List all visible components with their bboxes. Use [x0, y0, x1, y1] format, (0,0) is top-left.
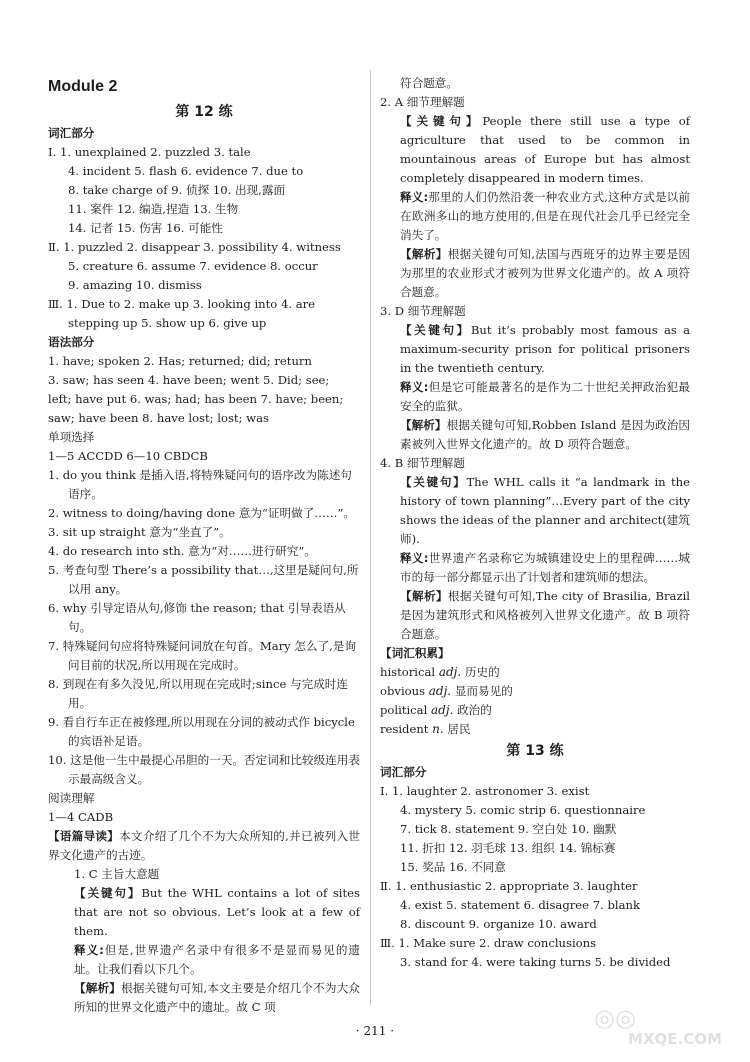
grammar-heading: 语法部分	[48, 335, 95, 349]
trans-tag: 释义:	[400, 190, 429, 204]
passage-guide	[48, 827, 360, 865]
choice-note: 2. witness to doing/having done 意为“证明做了……”。	[48, 506, 356, 520]
analysis-text: 根据关键句可知,本文主要是介绍几个不为大众所知的世界文化遗产中的遗址。故 C 项	[74, 981, 360, 1014]
grammar-line: saw; have been 8. have lost; lost; was	[48, 411, 269, 425]
vocab-word: obvious	[380, 684, 426, 698]
q3-heading: 3. D 细节理解题	[380, 304, 466, 318]
vocab-line: 4. exist 5. statement 6. disagree 7. blank	[400, 898, 640, 912]
choice-note: 3. sit up straight 意为“坐直了”。	[48, 525, 231, 539]
vocab-line: 9. amazing 10. dismiss	[68, 278, 202, 292]
q4-key-sentence	[380, 473, 690, 549]
reading-answers: 1—4 CADB	[48, 810, 114, 824]
trans-text: 但是它可能最著名的是作为二十世纪关押政治犯最安全的监狱。	[400, 380, 690, 413]
key-text: The WHL calls it “a landmark in the history of town planning”…Every part of the city shows the ideas of the planner and architect(建筑师).	[400, 475, 690, 546]
key-tag: 【关键句】	[400, 475, 467, 489]
choice-note: 9. 看自行车正在被修理,所以用现在分词的被动式作 bicycle 的宾语补足语。	[48, 715, 355, 748]
vocab-line: Ⅲ. 1. Due to 2. make up 3. looking into 4. are	[48, 297, 316, 311]
choice-note: 1. do you think 是插入语,将特殊疑问句的语序改为陈述句语序。	[48, 468, 352, 501]
q2-translation	[380, 188, 690, 245]
key-text: But the WHL contains a lot of sites that are not so obvious. Let’s look at a few of them.	[74, 886, 360, 938]
guide-text: 本文介绍了几个不为大众所知的,并已被列入世界文化遗产的古迹。	[48, 829, 360, 862]
analysis-tag: 【解析】	[400, 418, 447, 432]
vocab-entry	[380, 701, 690, 720]
vocab-line: 5. creature 6. assume 7. evidence 8. occur	[68, 259, 318, 273]
single-choice-answers: 1—5 ACCDD 6—10 CBDCB	[48, 449, 208, 463]
q2-analysis	[380, 245, 690, 302]
trans-text: 但是,世界遗产名录中有很多不是显而易见的遗址。让我们看以下几个。	[74, 943, 361, 976]
vocab-line: 8. discount 9. organize 10. award	[400, 917, 597, 931]
trans-tag: 释义:	[400, 551, 429, 565]
vocab-line: 7. tick 8. statement 9. 空白处 10. 幽默	[400, 822, 617, 836]
vocab-line: 15. 奖品 16. 不同意	[400, 860, 506, 874]
vocab-meaning: 显而易见的	[454, 684, 513, 698]
watermark-text: MXQE.COM	[628, 1030, 722, 1048]
key-text: People there still use a type of agriculture that used to be common in mountainous areas of Europe but has almost completely disappeared in modern times.	[400, 114, 690, 185]
vocab-meaning: 历史的	[464, 665, 500, 679]
key-text: But it’s probably most famous as a maximum-security prison for political prisoners in the twentieth century.	[400, 323, 690, 375]
vocab-meaning: 居民	[447, 722, 471, 736]
vocab-word: political	[380, 703, 428, 717]
q3-analysis	[380, 416, 690, 454]
vocab-line: 3. stand for 4. were taking turns 5. be divided	[400, 955, 671, 969]
analysis-tag: 【解析】	[400, 247, 448, 261]
right-column	[380, 74, 690, 972]
key-tag: 【关键句】	[400, 323, 471, 337]
q3-key-sentence	[380, 321, 690, 378]
q1-analysis	[48, 979, 360, 1017]
analysis-text: 根据关键句可知,The city of Brasilia, Brazil 是因为建筑形式和风格被列入世界文化遗产。故 B 项符合题意。	[400, 589, 690, 641]
vocab-line: 4. incident 5. flash 6. evidence 7. due to	[68, 164, 304, 178]
q1-key-sentence	[48, 884, 360, 941]
single-choice-heading: 单项选择	[48, 430, 95, 444]
vocab-answers-13	[380, 782, 690, 972]
vocab-meaning: 政治的	[457, 703, 492, 717]
left-column	[48, 74, 360, 1017]
module-title: Module 2	[48, 78, 118, 95]
grammar-answers	[48, 352, 360, 428]
q3-translation	[380, 378, 690, 416]
guide-tag: 【语篇导读】	[48, 829, 120, 843]
trans-tag: 释义:	[74, 943, 104, 957]
choice-note: 6. why 引导定语从句,修饰 the reason; that 引导表语从句。	[48, 601, 346, 634]
vocab-line: 8. take charge of 9. 侦探 10. 出现,露面	[68, 183, 286, 197]
q4-translation	[380, 549, 690, 587]
choice-note: 10. 这是他一生中最提心吊胆的一天。否定词和比较级连用表示最高级含义。	[48, 753, 360, 786]
vocab-line: Ⅲ. 1. Make sure 2. draw conclusions	[380, 936, 597, 950]
vocab-word: resident	[380, 722, 429, 736]
trans-text: 世界遗产名录称它为城镇建设史上的里程碑……城市的每一部分都显示出了计划者和建筑师的想法。	[400, 551, 690, 584]
vocab-entry	[380, 663, 690, 682]
choice-note: 5. 考查句型 There’s a possibility that…,这里是疑问句,所以用 any。	[48, 563, 359, 596]
choice-note: 8. 到现在有多久没见,所以用现在完成时;since 与完成时连用。	[48, 677, 348, 710]
q1-heading: 1. C 主旨大意题	[74, 867, 160, 881]
choice-note: 4. do research into sth. 意为“对……进行研究”。	[48, 544, 316, 558]
analysis-tag: 【解析】	[400, 589, 449, 603]
practice-title-12: 第 12 练	[175, 104, 233, 120]
trans-text: 那里的人们仍然沿袭一种农业方式,这种方式是以前在欧洲多山的地方使用的,但是在现代社会几乎已经完全消失了。	[400, 190, 691, 242]
vocab-pos: adj.	[431, 703, 454, 717]
watermark-logo	[588, 1004, 728, 1052]
vocab-line: Ⅱ. 1. puzzled 2. disappear 3. possibility 4. witness	[48, 240, 341, 254]
grammar-line: left; have put 6. was; had; has been 7. have; been;	[48, 392, 344, 406]
q2-key-sentence	[380, 112, 690, 188]
trans-tag: 释义:	[400, 380, 429, 394]
q4-analysis	[380, 587, 690, 644]
practice-title-13: 第 13 练	[506, 743, 564, 759]
vocab-pos: adj.	[428, 684, 452, 698]
analysis-tag: 【解析】	[74, 981, 122, 995]
vocab-accumulation	[380, 663, 690, 739]
q4-heading: 4. B 细节理解题	[380, 456, 465, 470]
continued-text: 符合题意。	[400, 76, 458, 90]
vocab-pos: adj.	[438, 665, 462, 679]
column-divider	[370, 70, 371, 1005]
vocab-line: 4. mystery 5. comic strip 6. questionnaire	[400, 803, 646, 817]
reading-heading: 阅读理解	[48, 791, 95, 805]
vocab-accumulation-heading: 【词汇积累】	[380, 646, 450, 660]
vocab-heading: 词汇部分	[380, 765, 427, 779]
choice-notes	[48, 466, 360, 789]
vocab-pos: n.	[432, 722, 444, 736]
key-tag: 【关键句】	[74, 886, 142, 900]
vocab-entry	[380, 682, 690, 701]
page-number: · 211 ·	[355, 1024, 395, 1038]
analysis-text: 根据关键句可知,Robben Island 是因为政治因素被列入世界文化遗产的。故 D 项符合题意。	[400, 418, 690, 451]
vocab-line: Ⅰ. 1. laughter 2. astronomer 3. exist	[380, 784, 590, 798]
vocab-heading: 词汇部分	[48, 126, 95, 140]
vocab-line: 14. 记者 15. 伤害 16. 可能性	[68, 221, 223, 235]
grammar-line: 1. have; spoken 2. Has; returned; did; return	[48, 354, 312, 368]
q1-translation	[48, 941, 360, 979]
vocab-line: stepping up 5. show up 6. give up	[68, 316, 267, 330]
vocab-entry	[380, 720, 690, 739]
key-tag: 【关键句】	[400, 114, 483, 128]
grammar-line: 3. saw; has seen 4. have been; went 5. Did; see;	[48, 373, 330, 387]
watermark-icon: ◎◎	[594, 1004, 636, 1032]
vocab-line: 11. 案件 12. 编造,捏造 13. 生物	[68, 202, 239, 216]
vocab-answers	[48, 143, 360, 333]
vocab-line: Ⅰ. 1. unexplained 2. puzzled 3. tale	[48, 145, 251, 159]
analysis-text: 根据关键句可知,法国与西班牙的边界主要是因为那里的农业形式才被列为世界文化遗产的。故 A 项符合题意。	[400, 247, 690, 299]
vocab-word: historical	[380, 665, 436, 679]
vocab-line: Ⅱ. 1. enthusiastic 2. appropriate 3. laughter	[380, 879, 638, 893]
q2-heading: 2. A 细节理解题	[380, 95, 465, 109]
vocab-line: 11. 折扣 12. 羽毛球 13. 组织 14. 锦标赛	[400, 841, 616, 855]
choice-note: 7. 特殊疑问句应将特殊疑问词放在句首。Mary 怎么了,是询问目前的状况,所以用现在完成时。	[48, 639, 357, 672]
